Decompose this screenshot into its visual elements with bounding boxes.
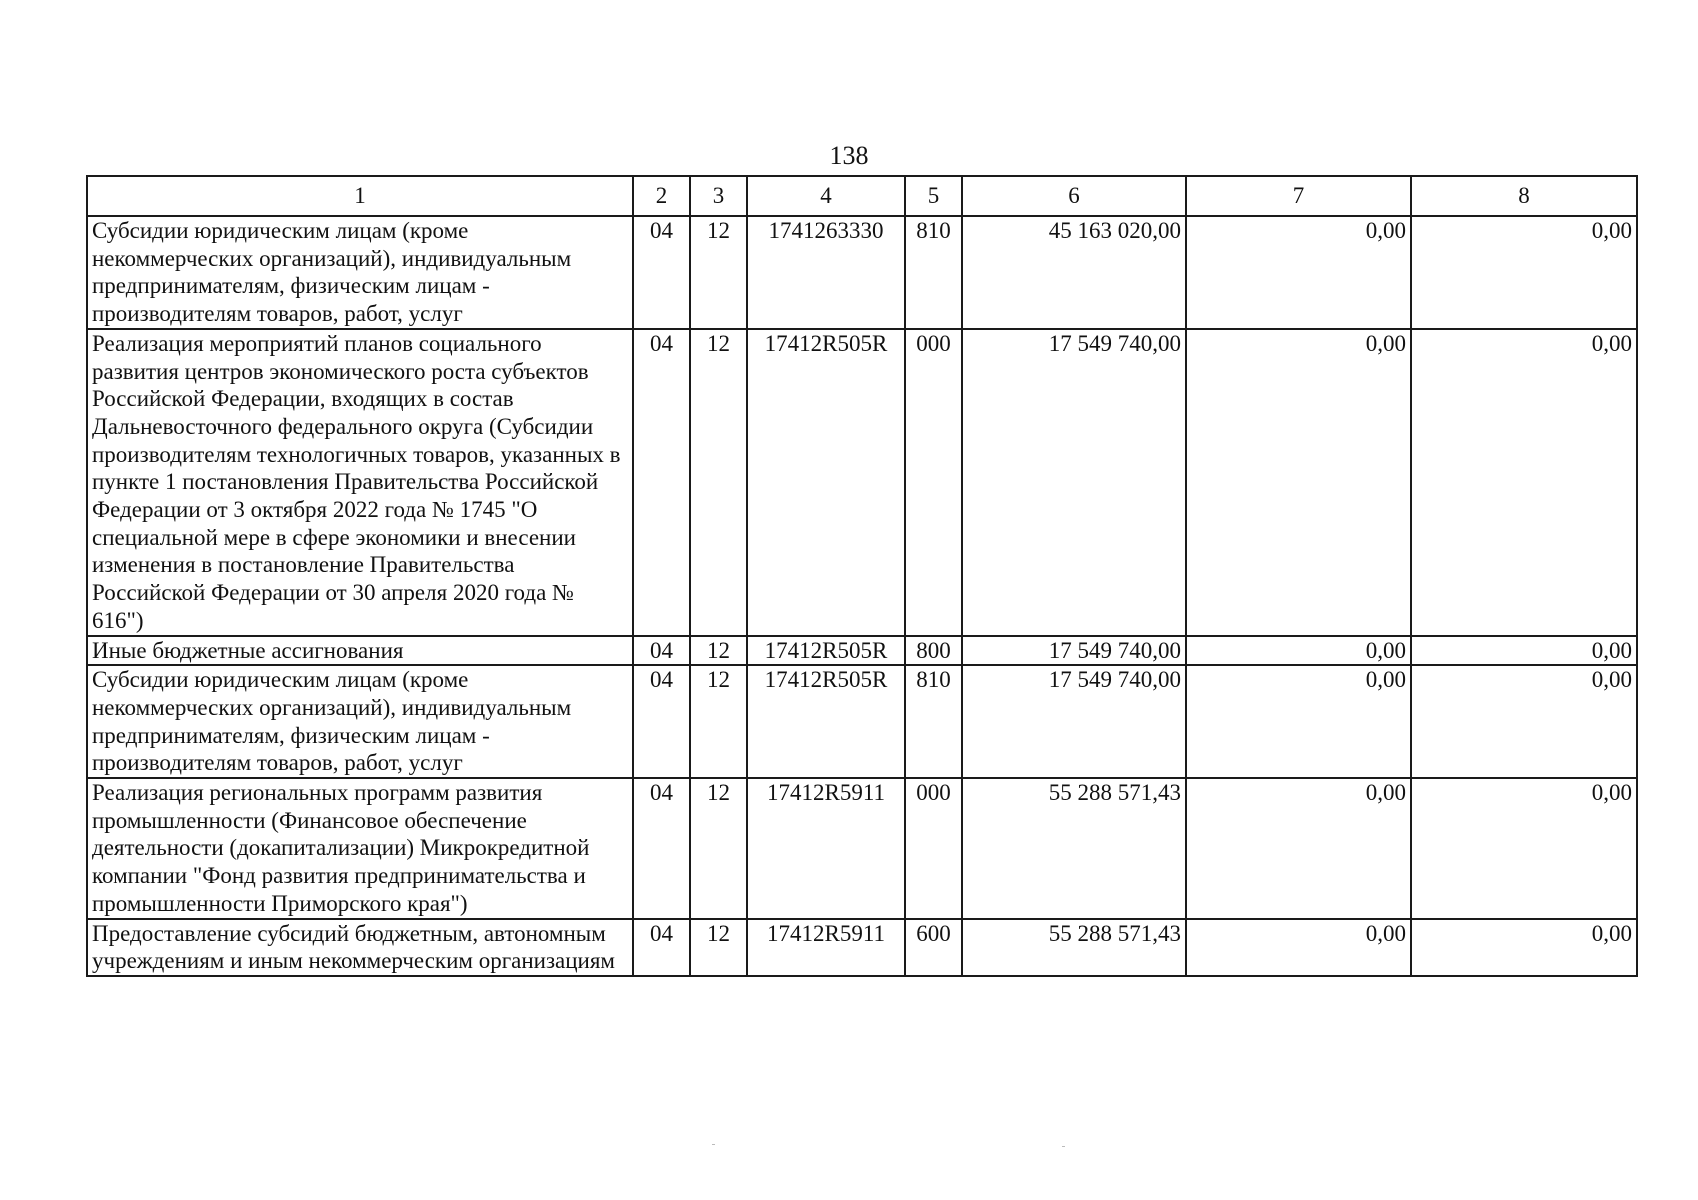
scan-speck — [712, 1144, 715, 1145]
row-amount-col7: 0,00 — [1186, 919, 1411, 976]
row-amount-col6: 17 549 740,00 — [962, 329, 1186, 636]
header-col-4: 4 — [747, 176, 905, 216]
table-row — [87, 919, 1637, 976]
header-col-6: 6 — [962, 176, 1186, 216]
row-amount-col8: 0,00 — [1411, 329, 1637, 636]
row-name: Субсидии юридическим лицам (кроме некоммерческих организаций), индивидуальным предпринимателям, физическим лицам - производителям товаров, работ, услуг — [87, 665, 633, 778]
row-expense-type: 600 — [905, 919, 962, 976]
table-row — [87, 636, 1637, 666]
row-amount-col7: 0,00 — [1186, 329, 1411, 636]
page-number: 138 — [829, 141, 869, 170]
row-amount-col8: 0,00 — [1411, 665, 1637, 778]
row-amount-col6: 17 549 740,00 — [962, 665, 1186, 778]
row-target-article: 17412R505R — [747, 665, 905, 778]
row-target-article: 17412R505R — [747, 329, 905, 636]
row-name: Иные бюджетные ассигнования — [87, 636, 633, 666]
scan-speck — [1062, 1146, 1065, 1147]
row-target-article: 1741263330 — [747, 216, 905, 329]
row-expense-type: 810 — [905, 216, 962, 329]
row-amount-col7: 0,00 — [1186, 778, 1411, 919]
header-col-7: 7 — [1186, 176, 1411, 216]
header-col-2: 2 — [633, 176, 690, 216]
row-amount-col8: 0,00 — [1411, 919, 1637, 976]
row-subsection: 12 — [690, 636, 747, 666]
row-subsection: 12 — [690, 919, 747, 976]
row-amount-col8: 0,00 — [1411, 216, 1637, 329]
header-col-8: 8 — [1411, 176, 1637, 216]
row-subsection: 12 — [690, 216, 747, 329]
row-amount-col8: 0,00 — [1411, 778, 1637, 919]
row-section: 04 — [633, 216, 690, 329]
row-expense-type: 810 — [905, 665, 962, 778]
budget-table — [86, 175, 1638, 977]
row-amount-col8: 0,00 — [1411, 636, 1637, 666]
row-section: 04 — [633, 636, 690, 666]
row-amount-col6: 55 288 571,43 — [962, 919, 1186, 976]
row-subsection: 12 — [690, 665, 747, 778]
row-section: 04 — [633, 778, 690, 919]
row-name: Субсидии юридическим лицам (кроме некоммерческих организаций), индивидуальным предпринимателям, физическим лицам - производителям товаров, работ, услуг — [87, 216, 633, 329]
row-name: Предоставление субсидий бюджетным, автономным учреждениям и иным некоммерческим организациям — [87, 919, 633, 976]
row-name: Реализация мероприятий планов социального развития центров экономического роста субъектов Российской Федерации, входящих в состав Дальневосточного федерального округа (Субсидии производителям технологичных товаров, указанных в пункте 1 постановления Правительства Российской Федерации от 3 октября 2022 года № 1745 "О специальной мере в сфере экономики и внесении изменения в постановление Правительства Российской Федерации от 30 апреля 2020 года № 616") — [87, 329, 633, 636]
row-expense-type: 800 — [905, 636, 962, 666]
row-section: 04 — [633, 329, 690, 636]
table-header-row — [87, 176, 1637, 216]
table-row — [87, 665, 1637, 778]
header-col-5: 5 — [905, 176, 962, 216]
row-amount-col6: 45 163 020,00 — [962, 216, 1186, 329]
row-target-article: 17412R5911 — [747, 778, 905, 919]
row-section: 04 — [633, 665, 690, 778]
table-row — [87, 329, 1637, 636]
table-row — [87, 216, 1637, 329]
header-col-1: 1 — [87, 176, 633, 216]
row-section: 04 — [633, 919, 690, 976]
row-target-article: 17412R505R — [747, 636, 905, 666]
row-amount-col7: 0,00 — [1186, 636, 1411, 666]
row-amount-col6: 17 549 740,00 — [962, 636, 1186, 666]
row-name: Реализация региональных программ развития промышленности (Финансовое обеспечение деятельности (докапитализации) Микрокредитной компании "Фонд развития предпринимательства и промышленности Приморского края") — [87, 778, 633, 919]
row-amount-col7: 0,00 — [1186, 665, 1411, 778]
row-expense-type: 000 — [905, 778, 962, 919]
table-row — [87, 778, 1637, 919]
row-target-article: 17412R5911 — [747, 919, 905, 976]
row-subsection: 12 — [690, 329, 747, 636]
row-amount-col6: 55 288 571,43 — [962, 778, 1186, 919]
row-expense-type: 000 — [905, 329, 962, 636]
row-subsection: 12 — [690, 778, 747, 919]
row-amount-col7: 0,00 — [1186, 216, 1411, 329]
header-col-3: 3 — [690, 176, 747, 216]
